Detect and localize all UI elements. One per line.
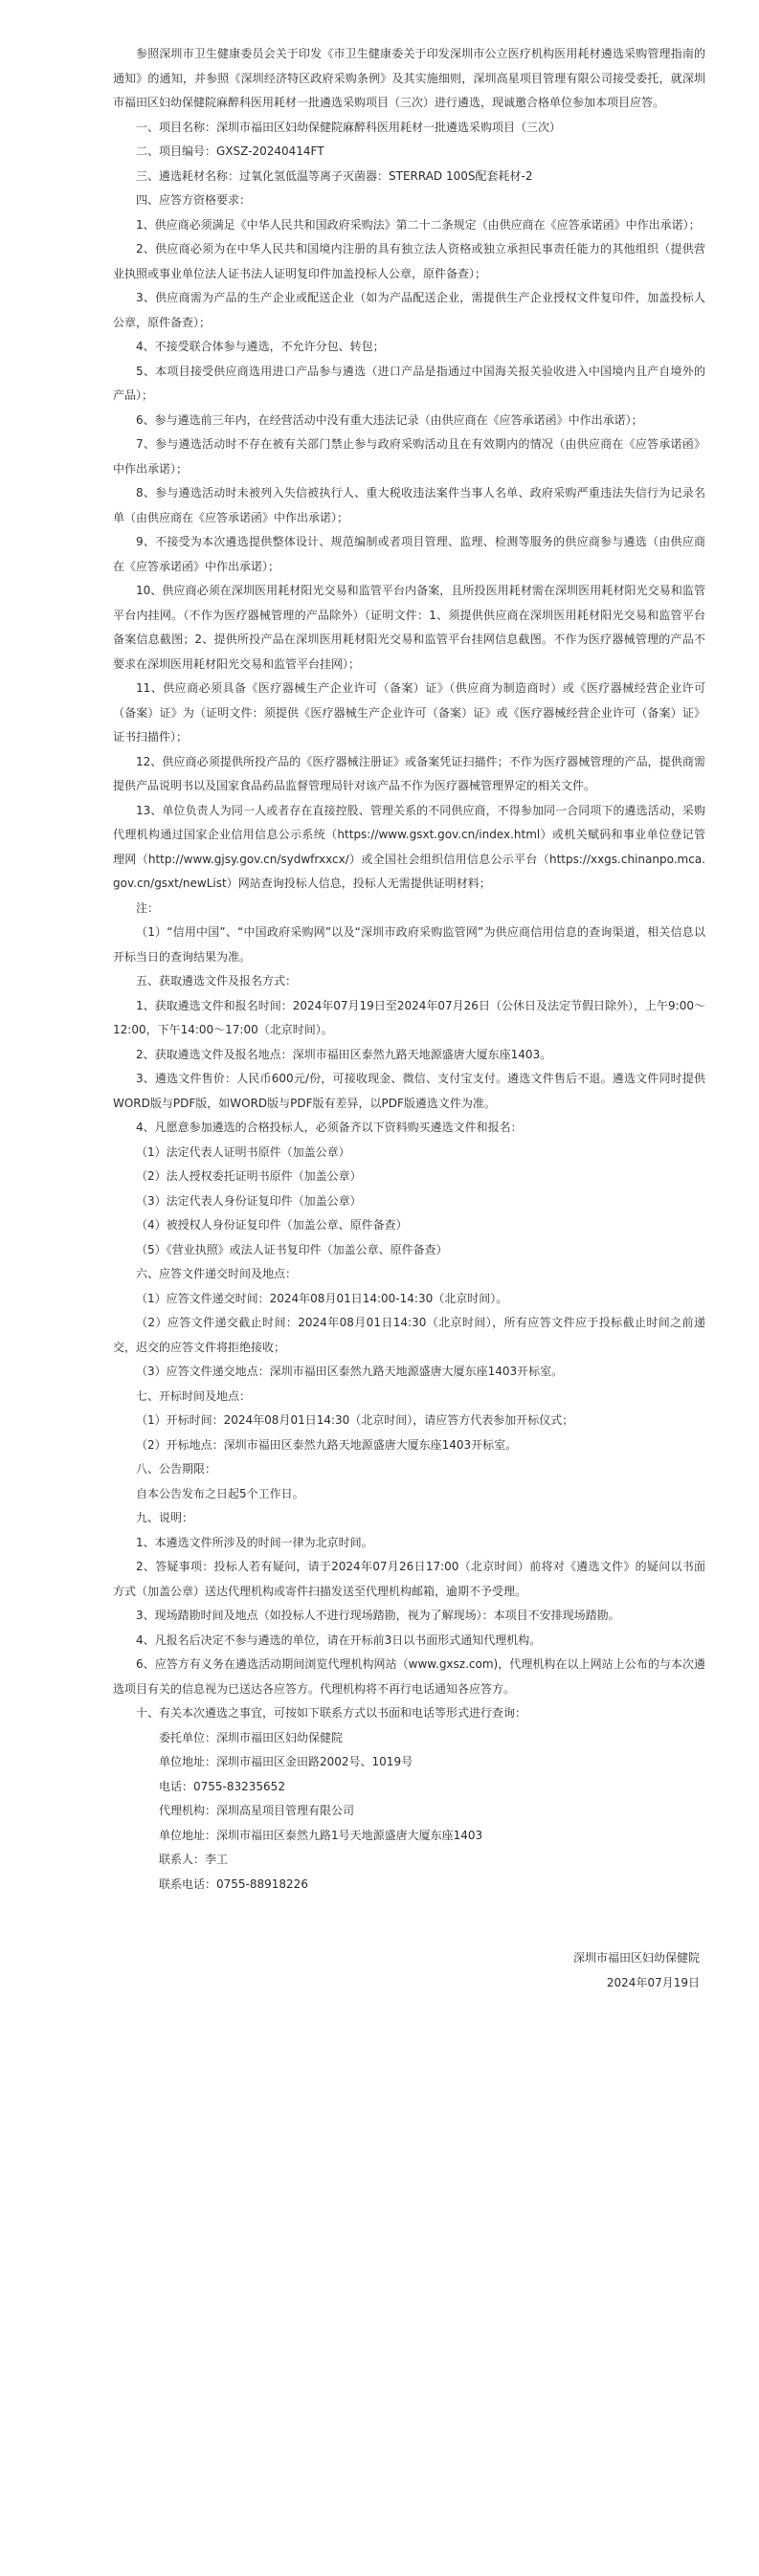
paragraph: 单位地址：深圳市福田区金田路2002号、1019号 bbox=[159, 1755, 413, 1768]
paragraph: 九、说明： bbox=[136, 1511, 194, 1524]
paragraph: 7、参与遴选活动时不存在被有关部门禁止参与政府采购活动且在有效期内的情况（由供应商在《应答承诺函》中作出承诺）； bbox=[113, 437, 705, 476]
paragraph: 委托单位：深圳市福田区妇幼保健院 bbox=[159, 1730, 344, 1744]
paragraph: 注： bbox=[136, 900, 160, 915]
paragraph: 代理机构：深圳高星项目管理有限公司 bbox=[159, 1804, 355, 1817]
paragraph: 2、获取遴选文件及报名地点：深圳市福田区泰然九路天地源盛唐大厦东座1403。 bbox=[136, 1047, 552, 1061]
paragraph: 6、参与遴选前三年内，在经营活动中没有重大违法记录（由供应商在《应答承诺函》中作出承诺）； bbox=[136, 412, 643, 427]
spacer bbox=[113, 1921, 705, 1946]
paragraph: （2）应答文件递交截止时间：2024年08月01日14:30（北京时间），所有应答文件应于投标截止时间之前递交，迟交的应答文件将拒绝接收； bbox=[113, 1316, 705, 1354]
paragraph: 13、单位负责人为同一人或者存在直接控股、管理关系的不同供应商，不得参加同一合同项下的遴选活动，采购代理机构通过国家企业信用信息公示系统（https://www.gsxt.gov.cn/index.html）或机关赋码和事业单位登记管理网（http://www.gjsy.gov.cn/sydwfrxxcx/）或全国社会组织信用信息公示平台（https://xxgs.chinanpo.mca.gov.cn/gsxt/newList）网站查询投标人信息，投标人无需提供证明材料； bbox=[113, 803, 705, 890]
paragraph: 一、项目名称：深圳市福田区妇幼保健院麻醉科医用耗材一批遴选采购项目（三次） bbox=[136, 120, 562, 134]
signature-org: 深圳市福田区妇幼保健院 bbox=[572, 1951, 700, 1965]
paragraph: 六、应答文件递交时间及地点： bbox=[136, 1267, 298, 1280]
paragraph: 9、不接受为本次遴选提供整体设计、规范编制或者项目管理、监理、检测等服务的供应商参与遴选（由供应商在《应答承诺函》中作出承诺）； bbox=[113, 535, 705, 573]
paragraph: 3、供应商需为产品的生产企业或配送企业（如为产品配送企业，需提供生产企业授权文件复印件，加盖投标人公章，原件备查）； bbox=[113, 291, 705, 329]
paragraph: 5、本项目接受供应商选用进口产品参与遴选（进口产品是指通过中国海关报关验收进入中国境内且产自境外的产品）； bbox=[113, 364, 705, 402]
paragraph: 2、供应商必须为在中华人民共和国境内注册的具有独立法人资格或独立承担民事责任能力的其他组织（提供营业执照或事业单位法人证书法人证明复印件加盖投标人公章，原件备查）； bbox=[113, 242, 705, 280]
paragraph: 4、不接受联合体参与遴选，不允许分包、转包； bbox=[136, 340, 385, 353]
signature-date: 2024年07月19日 bbox=[606, 1975, 700, 1989]
paragraph: 6、应答方有义务在遴选活动期间浏览代理机构网站（www.gxsz.com)，代理机构在以上网站上公布的与本次遴选项目有关的信息视为已送达各应答方。代理机构将不再行电话通知各应答方。 bbox=[113, 1657, 705, 1696]
paragraph: 自本公告发布之日起5个工作日。 bbox=[136, 1486, 304, 1500]
document-body bbox=[113, 42, 705, 1897]
paragraph: 五、获取遴选文件及报名方式： bbox=[136, 974, 298, 988]
paragraph: 10、供应商必须在深圳医用耗材阳光交易和监管平台内备案，且所投医用耗材需在深圳医用耗材阳光交易和监管平台内挂网。（不作为医疗器械管理的产品除外）（证明文件：1、须提供供应商在深圳医用耗材阳光交易和监管平台备案信息截图；2、提供所投产品在深圳医用耗材阳光交易和监管平台挂网信息截图。不作为医疗器械管理的产品不要求在深圳医用耗材阳光交易和监管平台挂网）； bbox=[113, 584, 705, 671]
paragraph: 4、凡愿意参加遴选的合格投标人，必须备齐以下资料购买遴选文件和报名： bbox=[136, 1121, 523, 1134]
paragraph: （3）应答文件递交地点：深圳市福田区泰然九路天地源盛唐大厦东座1403开标室。 bbox=[136, 1365, 564, 1378]
paragraph: （2）开标地点：深圳市福田区泰然九路天地源盛唐大厦东座1403开标室。 bbox=[136, 1437, 518, 1452]
paragraph: 3、遴选文件售价：人民币600元/份，可接收现金、微信、支付宝支付。遴选文件售后不退。遴选文件同时提供WORD版与PDF版，如WORD版与PDF版有差异，以PDF版遴选文件为准。 bbox=[113, 1072, 705, 1110]
paragraph: 4、凡报名后决定不参与遴选的单位，请在开标前3日以书面形式通知代理机构。 bbox=[136, 1632, 542, 1647]
spacer bbox=[113, 1897, 705, 1921]
paragraph: 联系人：李工 bbox=[159, 1853, 229, 1866]
paragraph: 参照深圳市卫生健康委员会关于印发《市卫生健康委关于印发深圳市公立医疗机构医用耗材遴选采购管理指南的通知》的通知，并参照《深圳经济特区政府采购条例》及其实施细则，深圳高星项目管理有限公司接受委托，就深圳市福田区妇幼保健院麻醉科医用耗材一批遴选采购项目（三次）进行遴选，现诚邀合格单位参加本项目应答。 bbox=[113, 47, 705, 109]
paragraph: 二、项目编号：GXSZ-20240414FT bbox=[136, 144, 324, 158]
paragraph: 1、本遴选文件所涉及的时间一律为北京时间。 bbox=[136, 1535, 373, 1549]
paragraph: 1、获取遴选文件和报名时间：2024年07月19日至2024年07月26日（公休日及法定节假日除外），上午9:00～12:00，下午14:00～17:00（北京时间）。 bbox=[113, 998, 705, 1036]
paragraph: 3、现场踏勘时间及地点（如投标人不进行现场踏勘，视为了解现场）：本项目不安排现场踏勘。 bbox=[136, 1609, 620, 1622]
paragraph: 四、应答方资格要求： bbox=[136, 193, 252, 207]
paragraph: 1、供应商必须满足《中华人民共和国政府采购法》第二十二条规定（由供应商在《应答承诺函》中作出承诺）； bbox=[136, 217, 701, 232]
paragraph: （5）《营业执照》或法人证书复印件（加盖公章、原件备查） bbox=[136, 1242, 448, 1256]
paragraph: （1）应答文件递交时间：2024年08月01日14:00-14:30（北京时间）。 bbox=[136, 1291, 508, 1305]
paragraph: 2、答疑事项：投标人若有疑问，请于2024年07月26日17:00（北京时间）前将对《遴选文件》的疑问以书面方式（加盖公章）送达代理机构或寄件扫描发送至代理机构邮箱，逾期不予受理。 bbox=[113, 1560, 705, 1598]
paragraph: 十、有关本次遴选之事宜，可按如下联系方式以书面和电话等形式进行查询： bbox=[136, 1706, 527, 1720]
paragraph: 联系电话：0755-88918226 bbox=[159, 1876, 308, 1891]
paragraph: 11、供应商必须具备《医疗器械生产企业许可（备案）证》（供应商为制造商时）或《医疗器械经营企业许可（备案）证》为（证明文件：须提供《医疗器械生产企业许可（备案）证》或《医疗器械经营企业许可（备案）证》证书扫描件）； bbox=[113, 681, 705, 744]
paragraph: （1）“信用中国”、“中国政府采购网”以及“深圳市政府采购监管网”为供应商信用信息的查询渠道，相关信息以开标当日的查询结果为准。 bbox=[113, 925, 705, 964]
paragraph: 单位地址：深圳市福田区泰然九路1号天地源盛唐大厦东座1403 bbox=[159, 1828, 483, 1842]
paragraph: （4）被授权人身份证复印件（加盖公章、原件备查） bbox=[136, 1218, 408, 1232]
paragraph: （1）法定代表人证明书原件（加盖公章） bbox=[136, 1144, 350, 1159]
paragraph: 12、供应商必须提供所投产品的《医疗器械注册证》或备案凭证扫描件；不作为医疗器械管理的产品，提供商需提供产品说明书以及国家食品药品监督管理局针对该产品不作为医疗器械管理界定的相关文件。 bbox=[113, 754, 705, 792]
paragraph: 八、公告期限： bbox=[136, 1462, 217, 1476]
paragraph: 三、遴选耗材名称：过氧化氢低温等离子灭菌器：STERRAD 100S配套耗材-2 bbox=[136, 168, 533, 183]
paragraph: （2）法人授权委托证明书原件（加盖公章） bbox=[136, 1169, 362, 1183]
paragraph: 七、开标时间及地点： bbox=[136, 1388, 252, 1403]
paragraph: （3）法定代表人身份证复印件（加盖公章） bbox=[136, 1193, 362, 1208]
paragraph: 电话：0755-83235652 bbox=[159, 1779, 285, 1793]
paragraph: 8、参与遴选活动时未被列入失信被执行人、重大税收违法案件当事人名单、政府采购严重违法失信行为记录名单（由供应商在《应答承诺函》中作出承诺）； bbox=[113, 486, 705, 524]
paragraph: （1）开标时间：2024年08月01日14:30（北京时间），请应答方代表参加开标仪式； bbox=[136, 1413, 574, 1427]
